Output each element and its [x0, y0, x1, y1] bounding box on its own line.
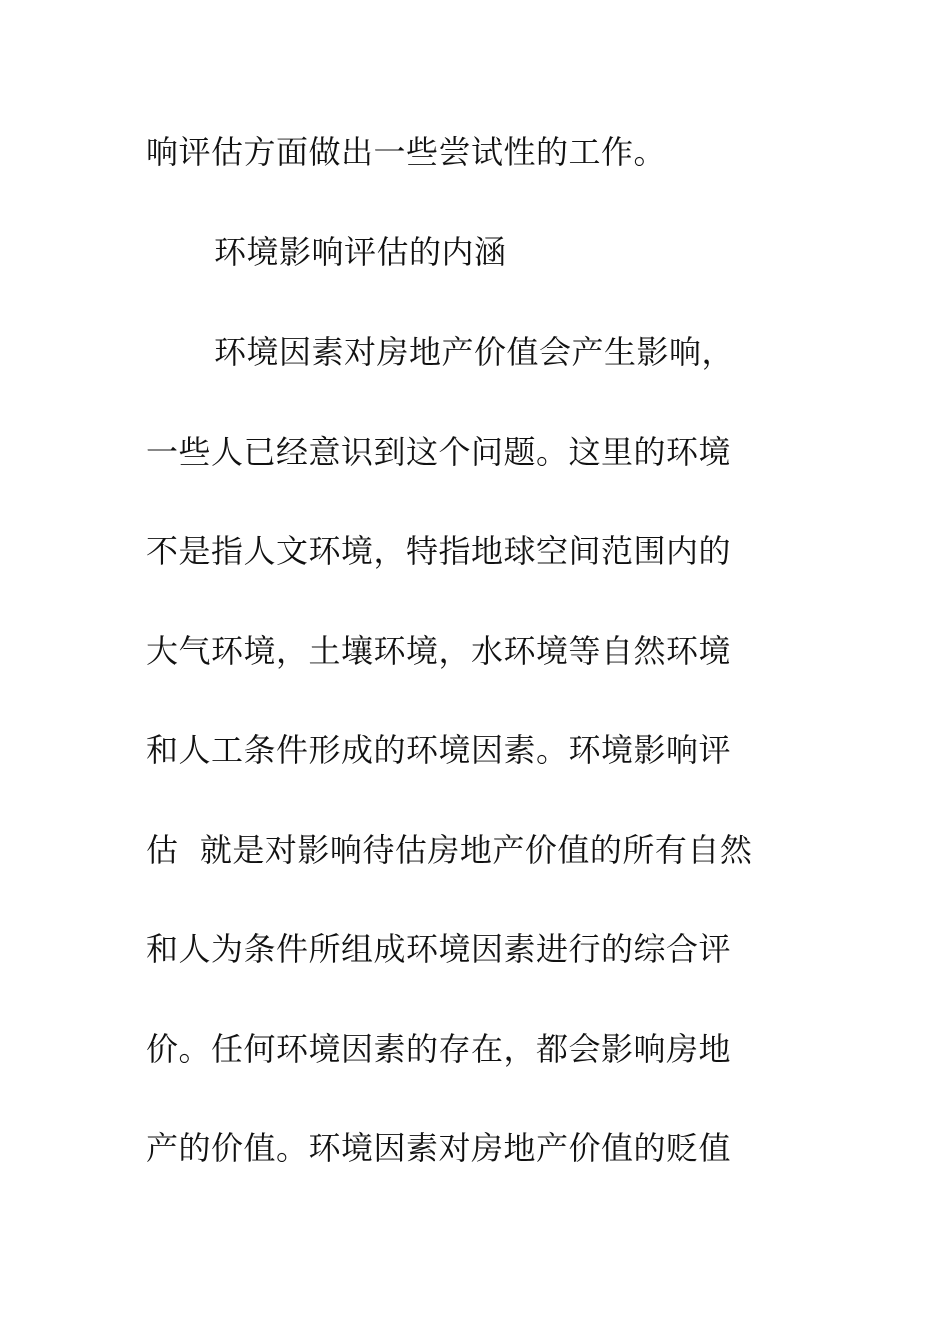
- text-line: 响评估方面做出一些尝试性的工作。: [146, 133, 667, 171]
- text-line: 一些人已经意识到这个问题。这里的环境: [146, 433, 732, 471]
- text-line: 大气环境，土壤环境，水环境等自然环境: [146, 632, 732, 670]
- text-line: 产的价值。环境因素对房地产价值的贬值: [146, 1129, 732, 1167]
- text-line: 价。任何环境因素的存在，都会影响房地: [146, 1030, 732, 1068]
- text-line: 和人为条件所组成环境因素进行的综合评: [146, 930, 732, 968]
- section-heading: 环境影响评估的内涵: [214, 233, 507, 271]
- text-line: 环境因素对房地产价值会产生影响，: [214, 333, 735, 371]
- text-line: 不是指人文环境，特指地球空间范围内的: [146, 532, 732, 570]
- text-line: 和人工条件形成的环境因素。环境影响评: [146, 731, 732, 769]
- text-line: 估 就是对影响待估房地产价值的所有自然: [146, 831, 753, 869]
